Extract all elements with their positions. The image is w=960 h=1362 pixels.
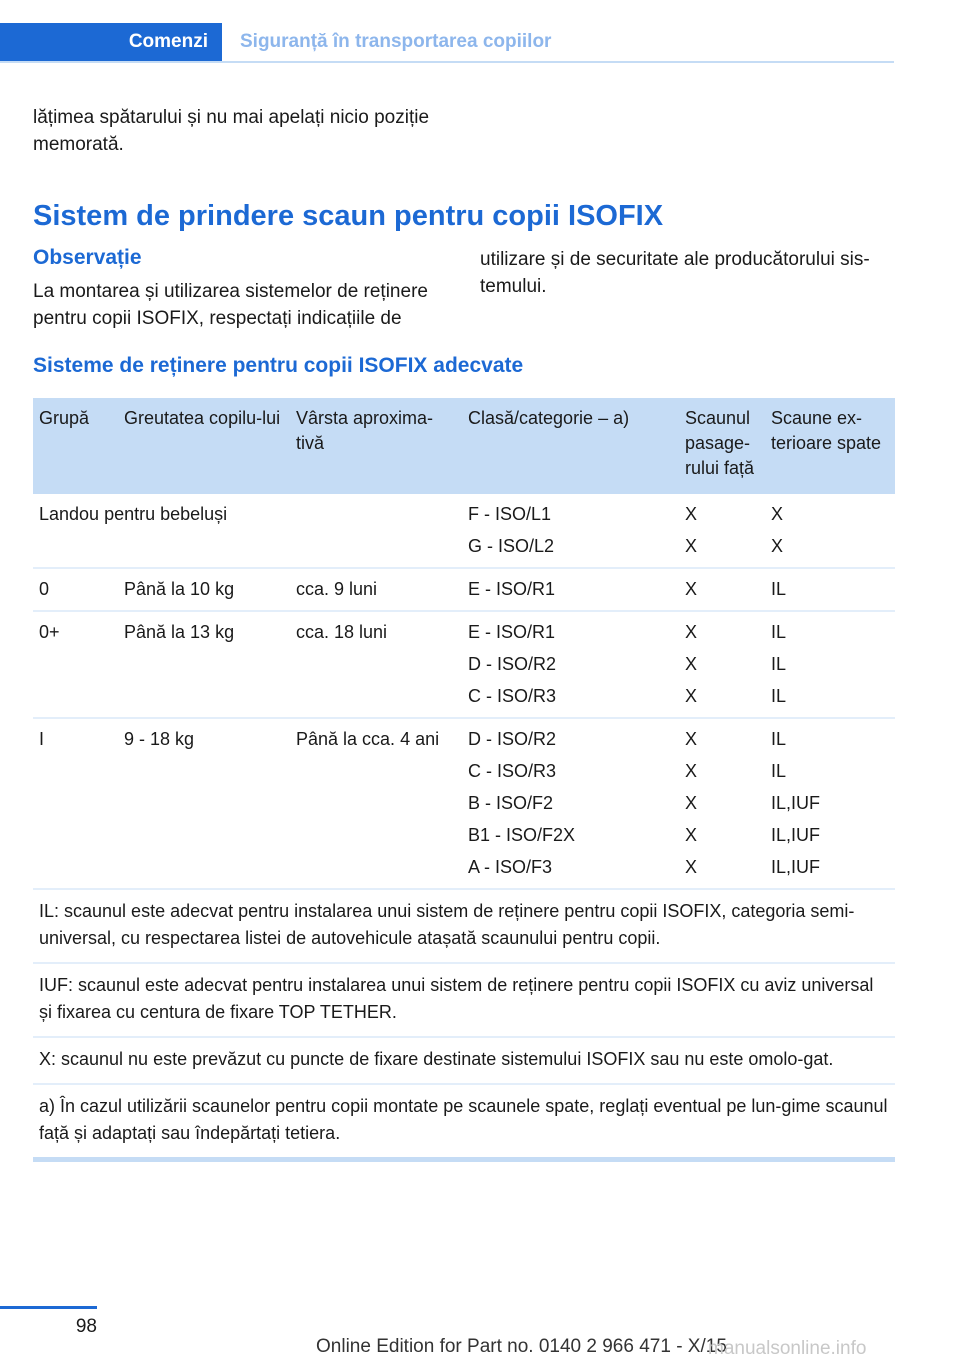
front-value: X [685, 622, 698, 642]
section-title: Sistem de prindere scaun pentru copii ISOFIX [33, 200, 664, 232]
cell-rear [765, 494, 895, 568]
cell-group: Landou pentru bebeluși [33, 494, 462, 568]
table-note-row [33, 889, 895, 963]
note-text-right: utilizare și de securitate ale producătorului sis-temului. [480, 249, 870, 297]
rear-value: IL [771, 761, 787, 781]
header-group: Grupă [33, 398, 118, 494]
front-value: X [685, 536, 698, 556]
cell-age: Până la cca. 4 ani [290, 718, 462, 889]
cell-age: cca. 9 luni [290, 568, 462, 611]
cell-group: 0+ [33, 611, 118, 718]
cell-weight: Până la 10 kg [118, 568, 290, 611]
front-value: X [685, 579, 698, 599]
header-age: Vârsta aproxima-tivă [290, 398, 462, 494]
cell-group: I [33, 718, 118, 889]
cell-age: cca. 18 luni [290, 611, 462, 718]
header-tabs [0, 23, 894, 63]
header-front-seat: Scaunul pasage-rului față [679, 398, 765, 494]
cell-classes [462, 611, 679, 718]
rear-value: IL,IUF [771, 793, 821, 813]
cell-classes [462, 718, 679, 889]
cell-front [679, 718, 765, 889]
front-value: X [685, 857, 698, 877]
cell-rear [765, 568, 895, 611]
rear-value: IL [771, 579, 787, 599]
isofix-table [33, 398, 895, 1162]
note-x: X: scaunul nu este prevăzut cu puncte de fixare destinate sistemului ISOFIX sau nu este omolo-gat. [33, 1037, 895, 1084]
front-value: X [685, 729, 698, 749]
class-value: F - ISO/L1 [468, 504, 552, 524]
front-value: X [685, 686, 698, 706]
class-value: D - ISO/R2 [468, 654, 557, 674]
table-row [33, 718, 895, 889]
intro-text: lățimea spătarului și nu mai apelați nicio poziție memorată. [33, 107, 430, 155]
rear-value: IL,IUF [771, 825, 821, 845]
cell-weight: Până la 13 kg [118, 611, 290, 718]
cell-classes [462, 494, 679, 568]
rear-value: IL [771, 654, 787, 674]
cell-front [679, 494, 765, 568]
table-row [33, 611, 895, 718]
cell-rear [765, 611, 895, 718]
table-row [33, 494, 895, 568]
page-number: 98 [75, 1316, 97, 1337]
header-weight: Greutatea copilu-lui [118, 398, 290, 494]
class-value: C - ISO/R3 [468, 761, 557, 781]
tab-child-safety[interactable]: Siguranță în transportarea copiilor [240, 31, 552, 52]
class-value: A - ISO/F3 [468, 857, 553, 877]
header-class: Clasă/categorie – a) [462, 398, 679, 494]
note-il: IL: scaunul este adecvat pentru instalarea unui sistem de reținere pentru copii ISOFIX, categoria semi-universal, cu respectarea listei de autovehicule atașată scaunului pentru copii. [33, 889, 895, 963]
edition-text: Online Edition for Part no. 0140 2 966 471 - X/15 [316, 1336, 727, 1357]
class-value: G - ISO/L2 [468, 536, 555, 556]
footer-rule [0, 1306, 97, 1309]
table-title: Sisteme de reținere pentru copii ISOFIX adecvate [33, 354, 524, 377]
class-value: C - ISO/R3 [468, 686, 557, 706]
front-value: X [685, 793, 698, 813]
cell-weight: 9 - 18 kg [118, 718, 290, 889]
table-note-row [33, 1037, 895, 1084]
rear-value: IL [771, 729, 787, 749]
class-value: B - ISO/F2 [468, 793, 554, 813]
front-value: X [685, 825, 698, 845]
cell-group: 0 [33, 568, 118, 611]
front-value: X [685, 504, 698, 524]
rear-value: X [771, 536, 784, 556]
cell-classes [462, 568, 679, 611]
cell-front [679, 568, 765, 611]
note-title: Observație [33, 246, 142, 269]
rear-value: IL,IUF [771, 857, 821, 877]
note-a: a) În cazul utilizării scaunelor pentru copii montate pe scaunele spate, reglați eventual pe lun-gime scaunul față și adaptați sau îndepărtați tetiera. [33, 1084, 895, 1160]
class-value: E - ISO/R1 [468, 622, 556, 642]
front-value: X [685, 761, 698, 781]
front-value: X [685, 654, 698, 674]
table-row [33, 568, 895, 611]
table-note-row [33, 963, 895, 1037]
class-value: D - ISO/R2 [468, 729, 557, 749]
cell-rear [765, 718, 895, 889]
watermark: manualsonline.info [708, 1338, 867, 1359]
tab-comenzi[interactable]: Comenzi [0, 23, 222, 61]
cell-front [679, 611, 765, 718]
table-header-row [33, 398, 895, 494]
rear-value: X [771, 504, 784, 524]
header-rear-seats: Scaune ex-terioare spate [765, 398, 895, 494]
rear-value: IL [771, 686, 787, 706]
class-value: E - ISO/R1 [468, 579, 556, 599]
class-value: B1 - ISO/F2X [468, 825, 576, 845]
note-iuf: IUF: scaunul este adecvat pentru instalarea unui sistem de reținere pentru copii ISOFIX cu aviz universal și fixarea cu centura de fixare TOP TETHER. [33, 963, 895, 1037]
table-note-row [33, 1084, 895, 1160]
rear-value: IL [771, 622, 787, 642]
note-text-left: La montarea și utilizarea sistemelor de reținere pentru copii ISOFIX, respectați indicațiile de [33, 281, 428, 329]
